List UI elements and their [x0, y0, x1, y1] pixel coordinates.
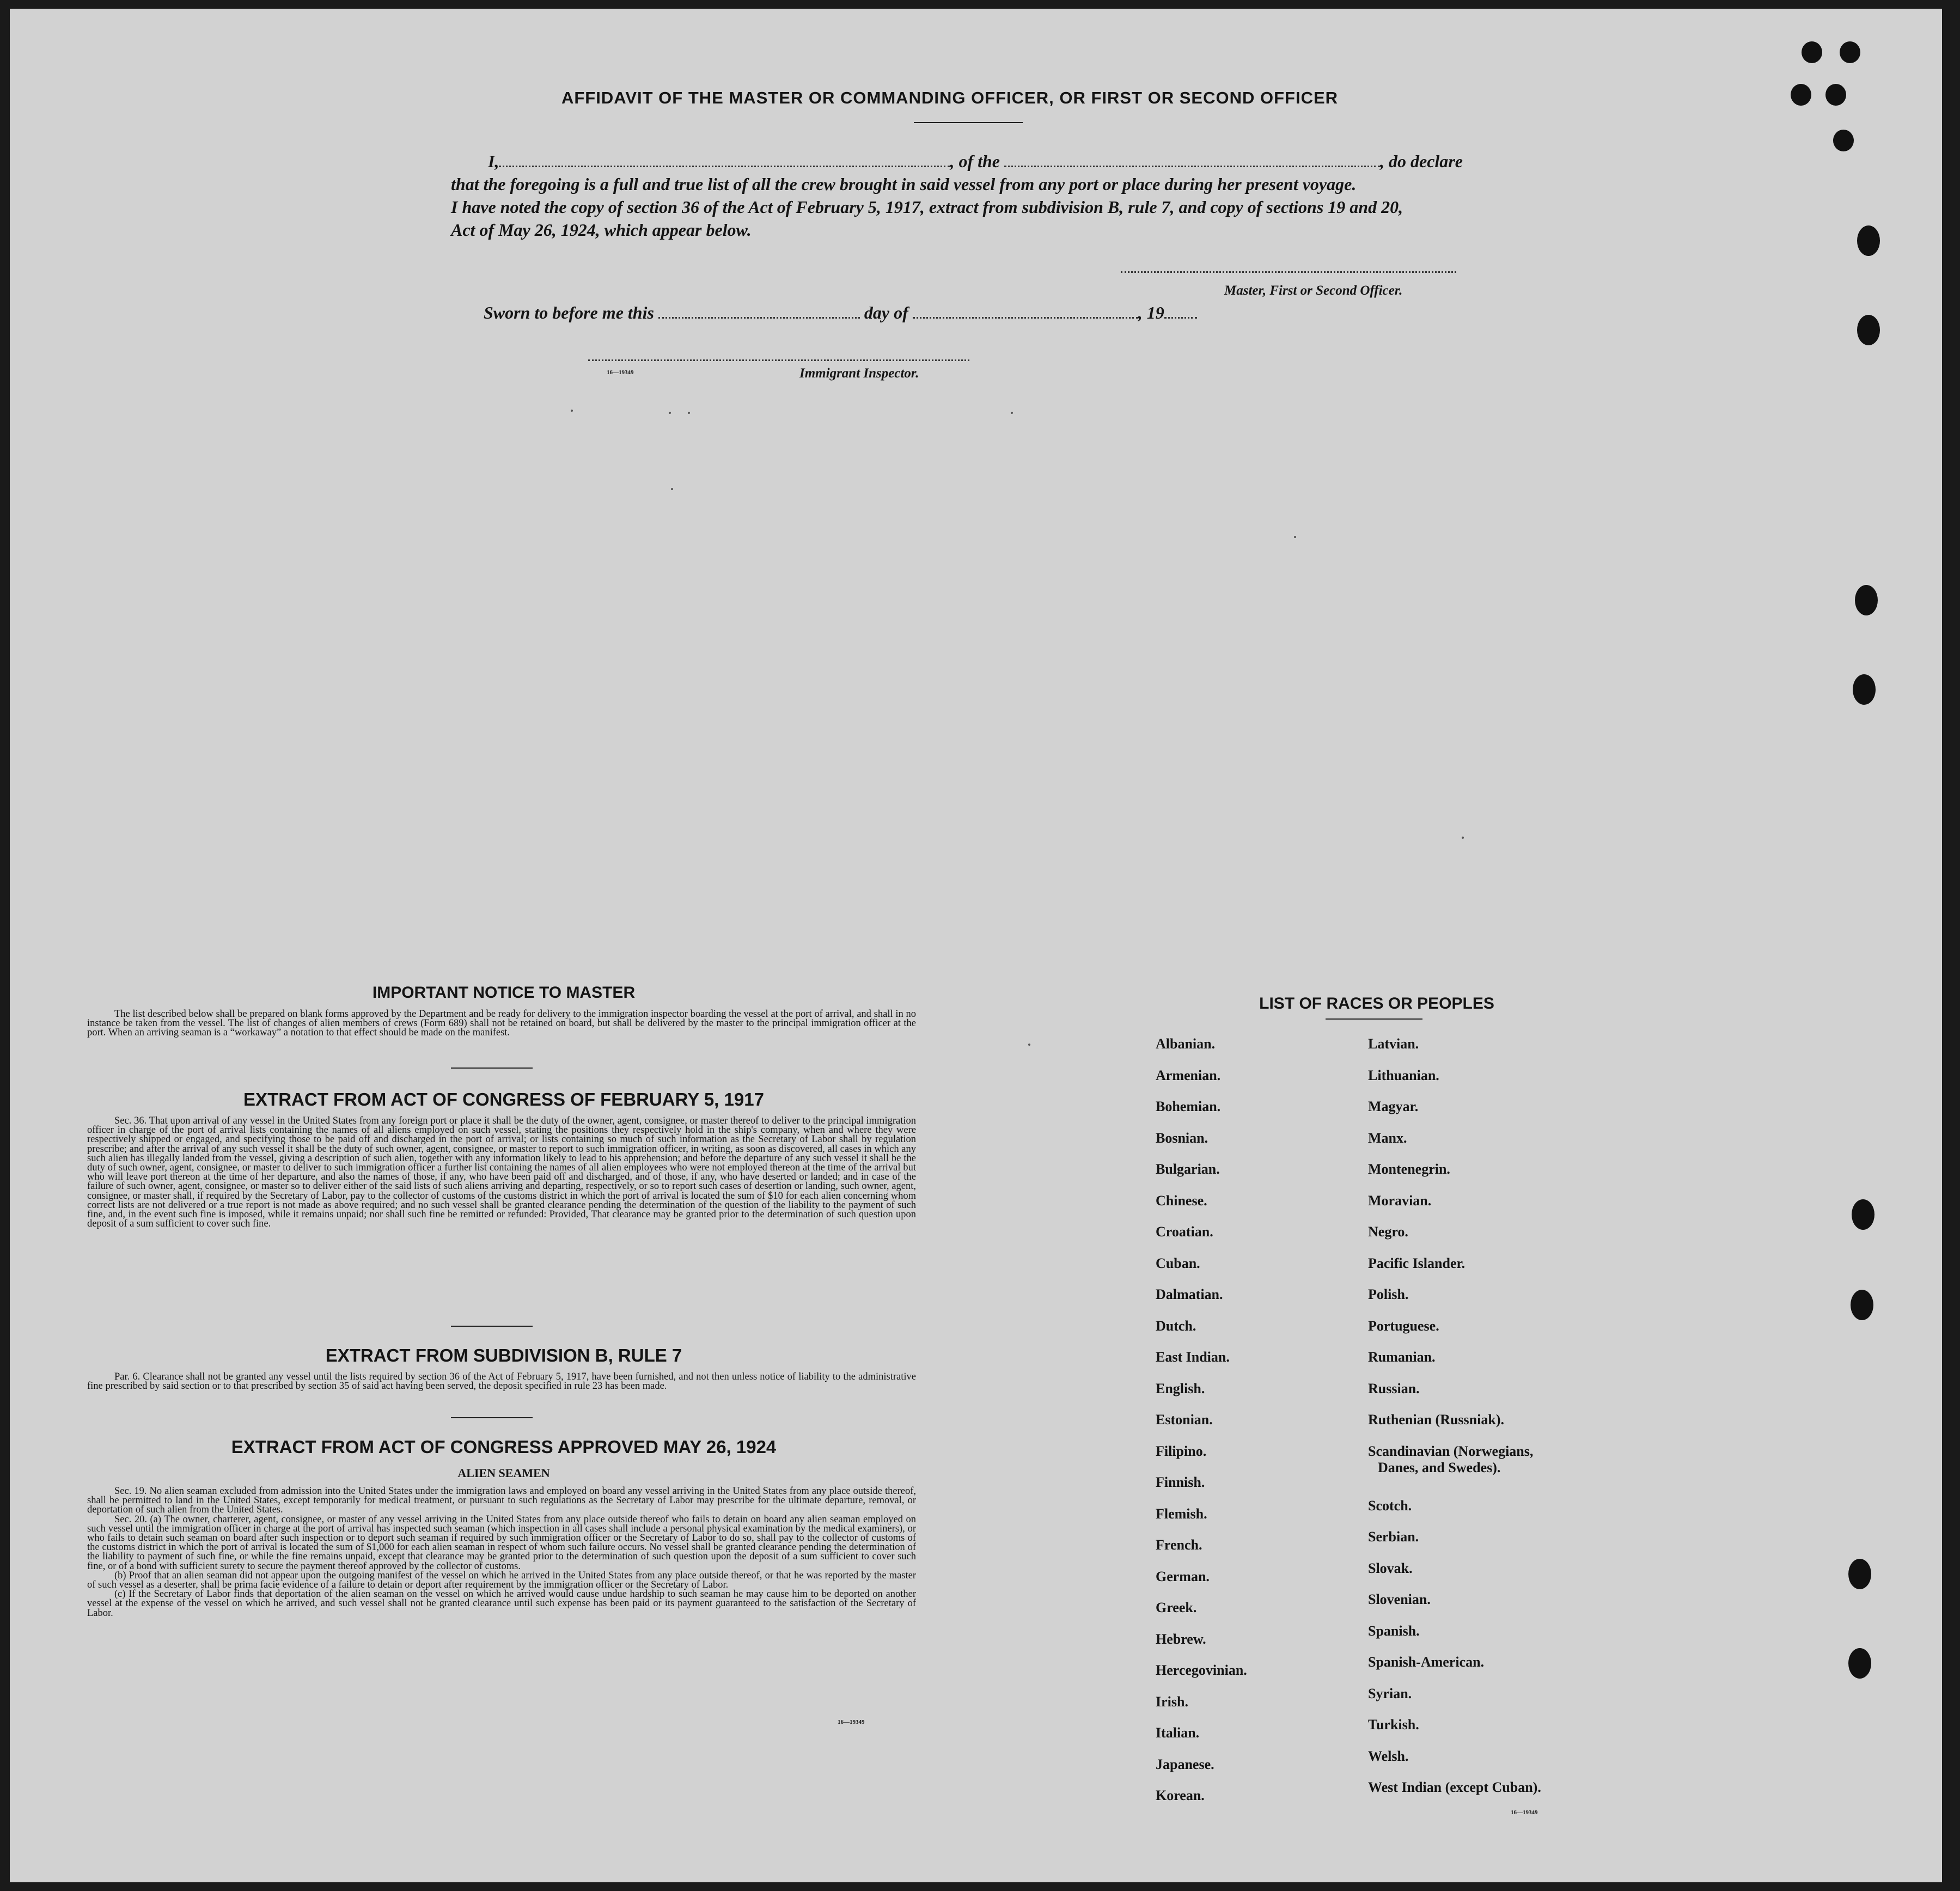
race-item: Bulgarian.	[1156, 1161, 1220, 1177]
form-number: 16—19349	[1511, 1809, 1538, 1816]
race-item: Albanian.	[1156, 1036, 1216, 1052]
race-item: Portuguese.	[1368, 1317, 1439, 1334]
race-item: Welsh.	[1368, 1748, 1409, 1764]
race-item: Hercegovinian.	[1156, 1662, 1247, 1678]
sworn-day-field[interactable]	[658, 305, 860, 319]
speck	[1028, 1044, 1030, 1046]
race-item: Hebrew.	[1156, 1631, 1206, 1647]
punch-hole	[1840, 41, 1860, 63]
race-item: Cuban.	[1156, 1255, 1200, 1271]
race-item: Dutch.	[1156, 1317, 1196, 1334]
punch-hole	[1855, 585, 1878, 615]
race-item: Croatian.	[1156, 1224, 1213, 1240]
race-item: East Indian.	[1156, 1349, 1230, 1365]
speck	[688, 412, 690, 414]
notice-title: IMPORTANT NOTICE TO MASTER	[372, 984, 636, 1002]
race-item: Ruthenian (Russniak).	[1368, 1412, 1504, 1428]
rule-7-text	[87, 1372, 916, 1391]
sec-36-paragraph: Sec. 36. That upon arrival of any vessel in the United States from any foreign port or place it shall be the duty of the owner, agent, consignee, or master thereof to deliver to the principal immigration officer in charge of the port of arrival lists containing the names of all aliens employed on such vessel, stating the positions they respectively hold in the ship's company, when and where they were respectively shipped or engaged, and specifying those to be paid off and discharged in the port of arrival; or lists containing so much of such information as the Secretary of Labor shall by regulation prescribe; and after the arrival of any such vessel it shall be the duty of such owner, agent, consignee, or master to report to such immigration officer, in writing, as soon as discovered, all cases in which any such alien has illegally landed from the vessel, giving a description of such alien, together with any information likely to lead to his apprehension; and before the departure of any such vessel it shall be the duty of such owner, agent, consignee, or master to deliver to such immigration officer a further list containing the names of all alien employees who were not employed thereon at the time of the arrival but who will leave port thereon at the time of her departure, and also the names of those, if any, who have been paid off and discharged, and of those, if any, who have deserted or landed; and in case of the failure of such owner, agent, consignee, or master so to deliver either of the said lists of such aliens arriving and departing, respectively, or so to report such cases of desertion or landing, such owner, agent, consignee, or master shall, if required by the Secretary of Labor, pay to the collector of customs of the customs district in which the port of arrival is located the sum of $10 for each alien concerning whom correct lists are not delivered or a true report is not made as above required; and no such vessel shall be granted clearance pending the determination of the question of the liability to the payment of such fine, and, in the event such fine is imposed, while it remains unpaid; nor shall such fine be remitted or refunded: Provided, That clearance may be granted prior to the determination of such question upon deposit of a sum sufficient to cover such fine.	[87, 1115, 916, 1230]
sec-19-paragraph: Sec. 19. No alien seaman excluded from admission into the United States under the immigration laws and employed on board any vessel arriving in the United States from any place outside thereof, shall be permitted to land in the United States, except temporarily for medical treatment, or pursuant to such regulations as the Secretary of Labor may prescribe for the ultimate departure, removal, or deportation of such alien from the United States.	[87, 1486, 916, 1516]
declarant-suffix: , do declare	[1380, 151, 1463, 171]
speck	[1294, 536, 1296, 538]
race-item: Slovenian.	[1368, 1591, 1431, 1607]
inspector-label: Immigrant Inspector.	[799, 366, 919, 381]
race-item: Filipino.	[1156, 1443, 1207, 1459]
affidavit-line-2: that the foregoing is a full and true list of all the crew brought in said vessel from any port or place during her present voyage.	[451, 174, 1357, 194]
race-item: Italian.	[1156, 1725, 1200, 1741]
races-underline	[1326, 1018, 1422, 1020]
race-item: Turkish.	[1368, 1717, 1419, 1733]
sec-20c-paragraph: (c) If the Secretary of Labor finds that deportation of the alien seaman on the vessel on which he arrived would cause undue hardship to such seaman he may cause him to be deported on another vessel at the expense of the vessel on which he arrived, and such vessel shall not be granted clearance until such expense has been paid or its payment guaranteed to the satisfaction of the Secretary of Labor.	[87, 1589, 916, 1619]
race-item: Finnish.	[1156, 1474, 1205, 1490]
race-item: Rumanian.	[1368, 1349, 1436, 1365]
punch-hole	[1848, 1648, 1871, 1679]
race-item: Moravian.	[1368, 1192, 1432, 1209]
race-item: Bohemian.	[1156, 1099, 1221, 1114]
race-item-line: Scandinavian (Norwegians,	[1368, 1443, 1534, 1459]
declarant-prefix: I,	[488, 151, 499, 171]
sworn-month-field[interactable]	[913, 305, 1138, 319]
race-item	[1368, 1443, 1541, 1498]
race-item: Manx.	[1368, 1130, 1407, 1146]
race-item: Negro.	[1368, 1224, 1408, 1240]
notice-paragraph: The list described below shall be prepared on blank forms approved by the Department and be ready for delivery to the immigration inspector boarding the vessel at the port of arrival, and shall in no instance be taken from the vessel. The list of changes of alien members of crews (Form 689) shall not be retained on board, but shall be delivered by the master to the principal immigration officer at the port. When an arriving seaman is a “workaway” a notation to that effect should be made on the manifest.	[87, 1009, 916, 1039]
signature-label: Master, First or Second Officer.	[1224, 283, 1403, 298]
race-item: Bosnian.	[1156, 1130, 1208, 1146]
race-item: Dalmatian.	[1156, 1286, 1223, 1302]
races-left-column	[1156, 1036, 1247, 1819]
punch-hole	[1852, 1199, 1874, 1230]
races-right-column	[1368, 1036, 1541, 1811]
race-item: Slovak.	[1368, 1560, 1413, 1576]
speck	[1011, 412, 1013, 414]
sworn-year-field[interactable]	[1164, 305, 1197, 319]
race-item: Scotch.	[1368, 1497, 1412, 1514]
par-6-paragraph: Par. 6. Clearance shall not be granted any vessel until the lists required by section 36 of the Act of February 5, 1917, have been furnished, and not then unless notice of liability to the administrative fine prescribed by said section or to that prescribed by section 35 of said act having been served, the deposit specified in rule 23 has been made.	[87, 1371, 916, 1392]
races-title: LIST OF RACES OR PEOPLES	[1259, 995, 1494, 1012]
extract-1917-title: EXTRACT FROM ACT OF CONGRESS OF FEBRUARY 5, 1917	[243, 1089, 764, 1109]
race-item: Greek.	[1156, 1600, 1197, 1615]
affidavit-title: AFFIDAVIT OF THE MASTER OR COMMANDING OFFICER, OR FIRST OR SECOND OFFICER	[561, 88, 1339, 107]
race-item: Spanish-American.	[1368, 1654, 1485, 1670]
race-item: Chinese.	[1156, 1192, 1207, 1209]
form-number: 16—19349	[607, 369, 634, 376]
race-item: Japanese.	[1156, 1756, 1214, 1772]
speck	[571, 410, 573, 412]
punch-hole	[1848, 1559, 1871, 1589]
race-item-line: Danes, and Swedes).	[1378, 1459, 1501, 1475]
punch-hole	[1857, 315, 1880, 345]
sec-20a-paragraph: Sec. 20. (a) The owner, charterer, agent, consignee, or master of any vessel arriving in the United States from any place outside thereof who fails to detain on board any alien seaman employed on such vessel until the immigration officer in charge at the port of arrival has inspected such seaman (which inspection in all cases shall include a personal physical examination by the medical examiners), or who fails to detain such seaman on board after such inspection or to deport such seaman if required by such immigration officer or the Secretary of Labor to do so, shall pay to the collector of customs of the customs district in which the port of arrival is located the sum of $1,000 for each alien seaman in respect of whom such failure occurs. No vessel shall be granted clearance pending the determination of the liability to payment of such fine, or while the fine remains unpaid, except that clearance may be granted prior to the determination of such question upon the deposit of a sum sufficient to cover such fine, or of a bond with sufficient surety to secure the payment thereof approved by the collector of customs.	[87, 1514, 916, 1572]
affidavit-line-3: I have noted the copy of section 36 of the Act of February 5, 1917, extract from subdivision B, rule 7, and copy of sections 19 and 20,	[451, 197, 1403, 217]
sworn-day-of: day of	[864, 303, 908, 322]
race-item: Montenegrin.	[1368, 1161, 1450, 1177]
race-item: Latvian.	[1368, 1036, 1419, 1052]
sworn-prefix: Sworn to before me this	[484, 303, 654, 322]
section-divider	[451, 1417, 533, 1418]
rule-7-title: EXTRACT FROM SUBDIVISION B, RULE 7	[325, 1345, 682, 1365]
race-item: Magyar.	[1368, 1099, 1419, 1114]
declarant-name-field[interactable]	[499, 154, 950, 167]
speck	[1462, 837, 1464, 839]
alien-seamen-subtitle: ALIEN SEAMEN	[457, 1466, 550, 1480]
race-item: French.	[1156, 1537, 1202, 1553]
race-item: German.	[1156, 1568, 1210, 1584]
declarant-of: , of the	[950, 151, 1000, 171]
race-item: English.	[1156, 1380, 1205, 1396]
declarant-vessel-field[interactable]	[1004, 154, 1380, 167]
race-item: Flemish.	[1156, 1505, 1207, 1522]
form-number: 16—19349	[838, 1719, 865, 1725]
race-item: Lithuanian.	[1368, 1067, 1439, 1083]
signature-line[interactable]	[1121, 269, 1456, 273]
race-item: Serbian.	[1368, 1529, 1419, 1545]
punch-hole	[1851, 1290, 1873, 1320]
punch-hole	[1853, 674, 1876, 705]
extract-1924-title: EXTRACT FROM ACT OF CONGRESS APPROVED MAY 26, 1924	[231, 1437, 777, 1457]
race-item: Estonian.	[1156, 1412, 1213, 1428]
title-underline	[914, 122, 1023, 123]
extract-1924-text	[87, 1487, 916, 1618]
section-divider	[451, 1326, 533, 1327]
speck	[669, 412, 671, 414]
sworn-year-prefix: , 19	[1138, 303, 1164, 322]
section-divider	[451, 1068, 533, 1069]
punch-hole	[1802, 41, 1822, 63]
race-item: Korean.	[1156, 1788, 1205, 1803]
race-item: West Indian (except Cuban).	[1368, 1779, 1541, 1795]
sworn-line	[484, 303, 1197, 323]
punch-hole	[1833, 130, 1854, 151]
race-item: Russian.	[1368, 1380, 1420, 1396]
race-item: Armenian.	[1156, 1067, 1221, 1083]
notice-text	[87, 1010, 916, 1038]
race-item: Polish.	[1368, 1286, 1409, 1302]
race-item: Irish.	[1156, 1693, 1188, 1710]
race-item: Pacific Islander.	[1368, 1255, 1466, 1271]
inspector-signature-line[interactable]	[588, 357, 969, 361]
race-item: Syrian.	[1368, 1685, 1412, 1701]
punch-hole	[1857, 225, 1880, 256]
form-sheet	[10, 9, 1942, 1882]
affidavit-line-4: Act of May 26, 1924, which appear below.	[451, 220, 752, 240]
extract-1917-text	[87, 1117, 916, 1229]
speck	[671, 488, 673, 490]
race-item: Spanish.	[1368, 1622, 1420, 1639]
sec-20b-paragraph: (b) Proof that an alien seaman did not appear upon the outgoing manifest of the vessel on which he arrived in the United States from any place outside thereof, or that he was reported by the master of such vessel as a deserter, shall be prima facie evidence of a failure to detain or deport after requirement by the immigration officer or the Secretary of Labor.	[87, 1570, 916, 1591]
affidavit-line-1	[488, 151, 1463, 172]
